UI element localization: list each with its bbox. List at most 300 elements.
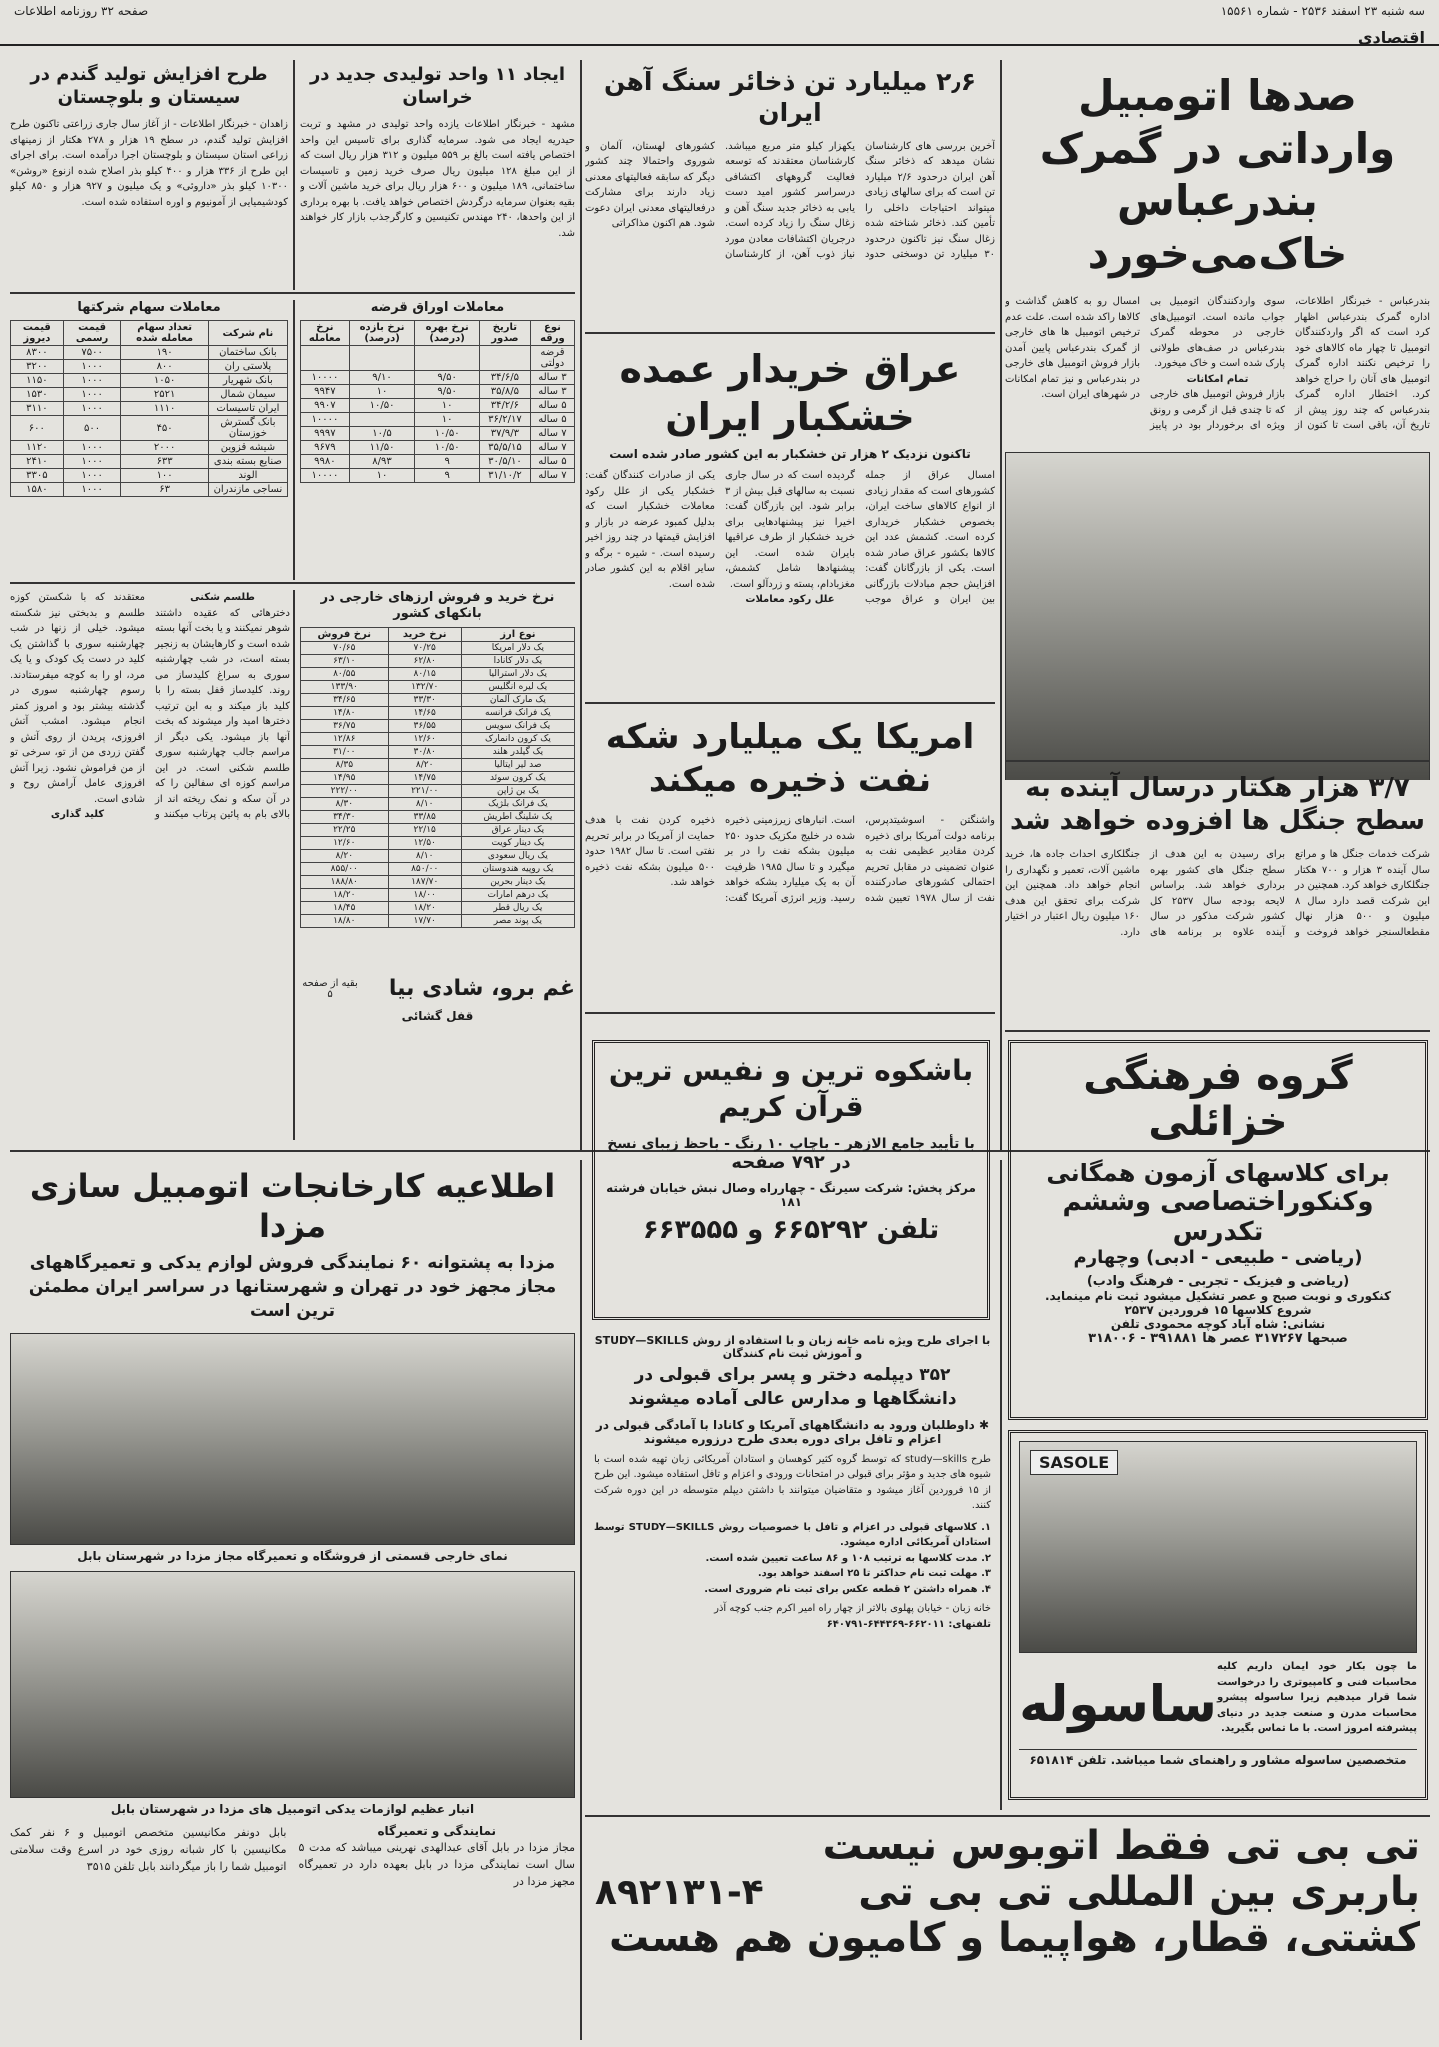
table-cell: یک لیره انگلیس xyxy=(461,680,574,693)
table-cell: ۷ ساله xyxy=(530,469,574,483)
table-row xyxy=(301,413,575,427)
table-cell: ۹/۱۰ xyxy=(349,371,415,385)
column-rule xyxy=(293,60,295,290)
fx-title: نرخ خرید و فروش ارزهای خارجی در بانکهای کشور xyxy=(320,590,555,622)
table-cell: ۱۵۸۰ xyxy=(11,483,64,497)
study-address: خانه زبان - خیابان پهلوی بالاتر از چهار راه امیر اکرم جنب کوچه آذر xyxy=(714,1603,991,1615)
section-rule xyxy=(10,582,575,584)
tbt-line1: تی بی تی فقط اتوبوس نیست xyxy=(822,1823,1420,1869)
table-cell: یک گیلدر هلند xyxy=(461,745,574,758)
table-cell: ۱۰۰۰۰ xyxy=(301,413,350,427)
column-header: قیمت دیروز xyxy=(11,321,64,346)
table-cell: ۳۰/۸۰ xyxy=(388,745,461,758)
table-cell: ۳۲۰۰ xyxy=(11,360,64,374)
table-cell: یک مارک آلمان xyxy=(461,693,574,706)
table-cell xyxy=(479,346,530,371)
section-rule xyxy=(1005,760,1430,762)
table-row xyxy=(301,771,575,784)
table-cell: ۲۲/۱۵ xyxy=(388,823,461,836)
table-cell: ۱۸/۲۰ xyxy=(301,888,389,901)
table-cell: سیمان شمال xyxy=(208,388,287,402)
iraq-headline: عراق خریدار عمده خشکبار ایران xyxy=(619,347,961,439)
table-cell: ۲۲۱/۰۰ xyxy=(388,784,461,797)
table-row xyxy=(301,469,575,483)
table-cell: ۹۹۹۷ xyxy=(301,427,350,441)
mazda-caption-1: نمای خارجی قسمتی از فروشگاه و تعمیرگاه مجاز مزدا در شهرستان بابل xyxy=(77,1549,508,1564)
sasole-footer: متخصصین ساسوله مشاور و راهنمای شما میباشد. تلفن ۶۵۱۸۱۴ xyxy=(1019,1749,1417,1767)
column-header: تعداد سهام معامله شده xyxy=(121,321,208,346)
column-header: نوع ارز xyxy=(461,627,574,641)
study-item: ۳. مهلت ثبت نام حداکثر تا ۲۵ اسفند خواهد بود. xyxy=(757,1568,991,1580)
table-cell: ۳۱۱۰ xyxy=(11,402,64,416)
ghamboro-text: دخترهائی که عقیده داشتند شوهر نمیکنند و یا بخت آنها بسته شده است و کارهایشان به زنجیر بسته است، در شب چهارشنبه سوری به سراغ کلیدساز می روند. کلیدساز قفل بسته را با کلید باز میکند و به این ترتیب دخترها امید وار میشوند که بخت آنها باز میشود. یکی دیگر از مراسم جالب چهارشنبه سوری طلسم شکنی است. در این مراسم کوزه ای سفالین را که در آن سکه و نمک ریخته اند از بالای بام به پائین پرتاب میکنند و معتقدند که با شکستن کوزه طلسم و بدبختی نیز شکسته میشود. خیلی از زنها در شب چهارشنبه سوری با گذاشتن یک کلید در دست یک کودک و یا یک مرد، او را به کوچه میفرستادند. رسوم چهارشنبه سوری در گذشته بیشتر بود و امروز کمتر انجام میشود. امشب آتش افروزی، پریدن از روی آتش و گفتن زردی من از تو، سرخی تو از من فراموش نشود. زیرا آتش افروزی عامل آرامش روح و شادی است. xyxy=(10,592,290,820)
column-header: نرخ بهره (درصد) xyxy=(415,321,480,346)
study-body: طرح study—skills که توسط گروه کثیر کوهسان و استادان آمریکائی زبان تهیه شده است با شیوه های جدید و مؤثر برای قبولی در امتحانات ورودی و اعزام و تافل استفاده میشود. این طرح از ۱۵ فروردین آغاز میشود و متقاضیان میتوانند با داشتن دیپلم متوسطه در این دوره شرکت کنند. xyxy=(594,1453,991,1512)
ghamboro-subhead3: قفل گشائی xyxy=(401,1008,474,1023)
table-cell: ۸/۱۰ xyxy=(388,849,461,862)
mazda-subheadline: مزدا به پشتوانه ۶۰ نمایندگی فروش لوازم یدکی و تعمیرگاههای مجاز مجهز خود در تهران و شهرستانها در سراسر ایران مطمئن ترین است xyxy=(28,1253,557,1321)
sasole-body: ما چون بکار خود ایمان داریم کلیه محاسبات فنی و کامپیوتری را درخواست شما قرار میدهیم زیرا ساسوله پیشرو محاسبات مدرن و صنعت جدید در دنیای پیشرفته امروز است. با ما تماس بگیرید. xyxy=(1217,1661,1417,1734)
khazali-line4: (ریاضی و فیزیک - تجربی - فرهنگ وادب) xyxy=(1086,1274,1350,1289)
fx-section xyxy=(300,590,575,970)
table-cell: ۳۶/۷۵ xyxy=(301,719,389,732)
study-headline: ۳۵۲ دیپلمه دختر و پسر برای قبولی در دانشگاهها و مدارس عالی آماده میشوند xyxy=(628,1365,957,1409)
iraq-subheadline: تاکنون نزدیک ۲ هزار تن خشکبار به این کشور صادر شده است xyxy=(609,447,971,461)
table-cell: ۷ ساله xyxy=(530,441,574,455)
study-item: ۴. همراه داشتن ۲ قطعه عکس برای ثبت نام ضروری است. xyxy=(704,1583,991,1595)
table-cell: ۸/۳۵ xyxy=(301,758,389,771)
table-cell: ۱۰ xyxy=(415,399,480,413)
mazda-left-text: بابل دونفر مکانیسین متخصص اتومبیل و ۶ نفر کمک مکانیسین با کار شبانه روزی خود در اسرع وقت سلامتی اتومبیل شما را باز میگردانند بابل تلفن ۳۵۱۵ xyxy=(10,1826,287,1874)
table-row xyxy=(301,667,575,680)
table-cell: ۱۱۱۰ xyxy=(121,402,208,416)
table-cell: ۳۶/۵۵ xyxy=(388,719,461,732)
table-cell: ۸۰/۱۵ xyxy=(388,667,461,680)
table-cell: ۶۳/۱۰ xyxy=(301,654,389,667)
study-item: ۲. مدت کلاسها به ترتیب ۱۰۸ و ۸۶ ساعت تعیین شده است. xyxy=(705,1552,991,1564)
table-cell: ۷ ساله xyxy=(530,427,574,441)
customs-text-2: بازار فروش اتومبیل های خارجی که تا چندی قبل از گرمی و رونق ویژه ای برخوردار بود در پاییز امسال رو به کاهش گذاشت و کالاها راکد شده است. علت عدم ترخیص اتومبیل ها های خارجی از گمرک بندرعباس پایین آمدن بازار فروش اتومبیل های خارجی در بندرعباس و نیز تمام امکانات در شهرهای ایران است. xyxy=(1005,296,1285,431)
oil-body: واشنگتن - اسوشیتدپرس، برنامه دولت آمریکا برای ذخیره کردن مقادیر عظیمی نفت به عنوان تضمینی در مقابل تحریم احتمالی کشورهای صادرکننده نفت از سال ۱۹۷۸ تعیین شده است. انبارهای زیرزمینی ذخیره شده در خلیج مکزیک حدود ۲۵۰ میلیون بشکه نفت را در بر میگیرد و تا سال ۱۹۸۵ ظرفیت آن به یک میلیارد بشکه خواهد رسید. وزیر انرژی آمریکا گفت: ذخیره کردن نفت با هدف حمایت از آمریکا در برابر تحریم نفتی است. تا سال ۱۹۸۲ حدود ۵۰۰ میلیون بشکه نفت ذخیره خواهد شد. xyxy=(585,815,995,904)
table-cell: یک دلار کانادا xyxy=(461,654,574,667)
table-cell: ۹۹۸۰ xyxy=(301,455,350,469)
iraq-text: امسال عراق از جمله کشورهای است که مقدار زیادی از انواع کالاهای ساخت ایران، بخصوص خشکبار خریداری کرده است. کشمش عدد این کالاها بکشور عراق صادر شده است. یکی از بازرگانان گفت: افزایش حجم مبادلات بازرگانی بین ایران و عراق موجب گردیده است که در سال جاری نسبت به سالهای قبل بیش از ۳ برابر شود. این بازرگان گفت: اخیرا نیز پیشنهادهایی برای خرید خشکبار از طرف عراقیها بایران شده است. این پیشنهادها شامل کشمش، مغزبادام، پسته و زردآلو است. xyxy=(725,470,995,605)
table-cell: ۳۳۰۵ xyxy=(11,469,64,483)
table-cell: ۸۵۵/۰۰ xyxy=(301,862,389,875)
table-cell: ۶۰۰ xyxy=(11,416,64,441)
table-row xyxy=(301,914,575,927)
table-row xyxy=(301,371,575,385)
table-row xyxy=(301,758,575,771)
table-cell: ۲۵۲۱ xyxy=(121,388,208,402)
khorasan-article xyxy=(300,60,575,290)
mazda-right-text: مجاز مزدا در بابل آقای عبدالهدی نهرینی میباشد که مدت ۵ سال است نمایندگی مزدا در بابل بعهده دارد در تعمیرگاه مجهز مزدا در xyxy=(298,1841,575,1889)
table-header-row xyxy=(301,627,575,641)
table-cell: ۲۲۲/۰۰ xyxy=(301,784,389,797)
table-cell: ۱۰/۵ xyxy=(349,427,415,441)
customs-headline: صدها اتومبیل وارداتی در گمرک بندرعباس خاک‌می‌خورد xyxy=(1039,71,1396,278)
table-row xyxy=(301,399,575,413)
table-cell: یک دلار امریکا xyxy=(461,641,574,654)
ghamboro-body xyxy=(10,590,290,1120)
tbt-phone: ۸۹۲۱۳۱-۴ xyxy=(595,1871,764,1913)
table-cell: ۱۰ xyxy=(415,413,480,427)
oil-headline: امریکا یک میلیارد شکه نفت ذخیره میکند xyxy=(605,717,975,800)
table-cell: ۱۵۳۰ xyxy=(11,388,64,402)
table-cell: ۳۷/۹/۳ xyxy=(479,427,530,441)
table-cell: ۳۴/۳۰ xyxy=(301,810,389,823)
quran-phone: تلفن ۶۶۵۲۹۲ و ۶۶۳۵۵۵ xyxy=(642,1214,940,1245)
column-header: قیمت رسمی xyxy=(63,321,121,346)
table-cell: ۶۳۳ xyxy=(121,455,208,469)
table-row xyxy=(301,641,575,654)
table-cell: یک دینار عراق xyxy=(461,823,574,836)
table-cell: ۱۸/۸۰ xyxy=(301,914,389,927)
table-cell: ۱۰/۵۰ xyxy=(415,427,480,441)
table-cell: ۵۰۰ xyxy=(63,416,121,441)
mazda-storefront-photo xyxy=(10,1333,575,1545)
table-cell: ۱۸/۲۰ xyxy=(388,901,461,914)
column-header: نرخ فروش xyxy=(301,627,389,641)
iron-body: آخرین بررسی های کارشناسان نشان میدهد که ذخائر سنگ آهن ایران درحدود ۲/۶ میلیارد تن است که برای سالهای زیادی میتواند احتیاجات داخلی را تأمین کند. ذخائر شناخته شده زغال سنگ نیز تاکنون درحدود ۳۰ میلیارد تن دوسختی حدود یکهزار کیلو متر مربع میباشد. کارشناسان معتقدند که توسعه فعالیت گروههای اکتشافی درسراسر کشور امید دست یابی به ذخائر جدید سنگ آهن و زغال سنگ را زیاد کرده است. درجریان اکتشافات معادن مورد نیاز ذوب آهن، از کارشناسان کشورهای لهستان، آلمان و شوروی واحتمالا چند کشور دیگر که سابقه فعالیتهای معدنی زیاد دارند برای مشارکت درفعالیتهای معدنی ایران دعوت شود. هم اکنون مذاکراتی xyxy=(585,140,995,260)
table-header-row xyxy=(11,321,288,346)
sasole-logo: SASOLE xyxy=(1030,1450,1118,1475)
column-header: نرخ بازده (درصد) xyxy=(349,321,415,346)
table-cell: یک ریال سعودی xyxy=(461,849,574,862)
table-cell: ۳۱/۰۰ xyxy=(301,745,389,758)
table-row xyxy=(11,416,288,441)
table-cell: ۱۰۰۰۰ xyxy=(301,469,350,483)
table-cell xyxy=(349,413,415,427)
table-cell: ۱۰۰۰ xyxy=(63,374,121,388)
table-cell: ۱۰ xyxy=(349,385,415,399)
table-row xyxy=(11,483,288,497)
khazali-line6: شروع کلاسها ۱۵ فروردین ۲۵۳۷ xyxy=(1124,1303,1312,1317)
table-cell: یک دلار استرالیا xyxy=(461,667,574,680)
table-row xyxy=(301,810,575,823)
tbt-ad xyxy=(585,1815,1430,2040)
table-cell: ۹۶۷۹ xyxy=(301,441,350,455)
tbt-line2: باربری بین المللی تی بی تی xyxy=(858,1869,1420,1915)
table-cell: بانک گسترش خوزستان xyxy=(208,416,287,441)
table-cell: ۱۱۵۰ xyxy=(11,374,64,388)
shares-title: معاملات سهام شرکتها xyxy=(77,300,221,315)
table-cell: ۱۰۰۰ xyxy=(63,402,121,416)
table-row xyxy=(11,374,288,388)
forest-article xyxy=(1005,768,1430,1028)
table-cell: ۱۹۰ xyxy=(121,346,208,360)
table-cell: ۸۵۰/۰۰ xyxy=(388,862,461,875)
table-row xyxy=(11,469,288,483)
table-cell: ۷۵۰۰ xyxy=(63,346,121,360)
customs-body xyxy=(1005,294,1430,444)
study-item: ۱. کلاسهای قبولی در اعزام و تافل با خصوصیات روش STUDY—SKILLS توسط استادان آمریکائی اداره میشود. xyxy=(594,1521,991,1549)
customs-photo xyxy=(1005,452,1430,780)
khazali-line3: (ریاضی - طبیعی - ادبی) وچهارم xyxy=(1073,1247,1363,1268)
table-cell: ۸/۳۰ xyxy=(301,797,389,810)
table-cell: ۱۸۷/۷۰ xyxy=(388,875,461,888)
ghamboro-headline: غم برو، شادی بیا xyxy=(388,976,575,1001)
sasole-name: ساسوله xyxy=(1019,1675,1217,1733)
column-rule xyxy=(580,60,582,1150)
table-cell: نساجی مازندران xyxy=(208,483,287,497)
iraq-subhead: علل رکود معاملات xyxy=(745,594,835,605)
ghamboro-note: بقیه از صفحه ۵ xyxy=(302,977,358,1000)
table-cell: ۸۰۰ xyxy=(121,360,208,374)
mazda-ad xyxy=(10,1160,575,2040)
iraq-body xyxy=(585,468,995,668)
bonds-table xyxy=(300,320,575,483)
table-cell: ۳۵/۵/۱۵ xyxy=(479,441,530,455)
table-cell: ۱۰۰۰ xyxy=(63,360,121,374)
mazda-caption-2: انبار عظیم لوازمات یدکی اتومبیل های مزدا در شهرستان بابل xyxy=(110,1802,475,1817)
customs-text: بندرعباس - خبرنگار اطلاعات، اداره گمرک بندرعباس اظهار کرد است که اگر واردکنندگان اتومبیل تا چهار ماه کالاهای خود را ترخیص نکنند اداره گمرک اتومبیل های آنان را حراج خواهد کرد. اختطار اداره گمرک بندرعباس که چند روز پیش از تاریخ آن، باقی است تا کنون از سوی واردکنندگان اتومبیل بی جواب مانده است. اتومبیل‌های خارجی در محوطه گمرک بندرعباس در صف‌های طولانی پارک شده است و خاک میخورد. xyxy=(1150,296,1430,431)
iron-article xyxy=(585,60,995,330)
wheat-article xyxy=(10,60,288,290)
table-cell: ۱۸۸/۸۰ xyxy=(301,875,389,888)
column-header: نوع ورقه xyxy=(530,321,574,346)
section-rule xyxy=(585,332,995,334)
table-cell: ۳۰/۵/۱۰ xyxy=(479,455,530,469)
table-cell: ۸/۹۳ xyxy=(349,455,415,469)
table-cell: قرضه دولتی xyxy=(530,346,574,371)
table-cell: ۱۴/۷۵ xyxy=(388,771,461,784)
table-cell: یک دینار کویت xyxy=(461,836,574,849)
table-cell: ۱۰۰۰ xyxy=(63,483,121,497)
table-row xyxy=(301,784,575,797)
study-bullet: داوطلبان ورود به دانشگاههای آمریکا و کانادا با آمادگی قبولی در اعزام و تافل برای دوره بعدی طرح درزوره میشوند xyxy=(595,1417,975,1446)
section-rule xyxy=(585,1012,995,1014)
ghamboro-subhead: کلید گذاری xyxy=(50,809,105,820)
table-row xyxy=(301,797,575,810)
table-cell: ۱۴/۸۰ xyxy=(301,706,389,719)
table-cell: ۸۰/۵۵ xyxy=(301,667,389,680)
table-row xyxy=(11,360,288,374)
table-cell: الوند xyxy=(208,469,287,483)
column-header: نرخ معامله xyxy=(301,321,350,346)
column-header: تاریخ صدور xyxy=(479,321,530,346)
table-row xyxy=(301,706,575,719)
table-row xyxy=(301,346,575,371)
table-cell: ۱۰۰ xyxy=(121,469,208,483)
table-row xyxy=(301,745,575,758)
table-cell: ۸/۲۰ xyxy=(301,849,389,862)
section-rule xyxy=(10,292,575,294)
table-row xyxy=(301,654,575,667)
table-cell: صنایع بسته بندی xyxy=(208,455,287,469)
table-cell: ۱۰۵۰ xyxy=(121,374,208,388)
table-cell: ۹/۵۰ xyxy=(415,385,480,399)
table-row xyxy=(301,849,575,862)
table-row xyxy=(301,732,575,745)
khazali-title: گروه فرهنگی خزائلی xyxy=(1083,1053,1353,1145)
table-cell: ۱۰۰۰ xyxy=(63,388,121,402)
table-row xyxy=(301,901,575,914)
oil-article xyxy=(585,710,995,1010)
ghamboro-head xyxy=(300,975,575,1140)
khorasan-headline: ایجاد ۱۱ واحد تولیدی جدید در خراسان xyxy=(309,64,566,108)
table-row xyxy=(301,385,575,399)
table-row xyxy=(301,888,575,901)
table-cell: ۱۷/۷۰ xyxy=(388,914,461,927)
table-cell: یک روپیه هندوستان xyxy=(461,862,574,875)
table-cell: ۲۰۰۰ xyxy=(121,441,208,455)
page-info: صفحه ۳۲ روزنامه اطلاعات xyxy=(14,4,149,18)
iron-headline: ۲٫۶ میلیارد تن ذخائر سنگ آهن ایران xyxy=(604,67,976,128)
table-row xyxy=(11,388,288,402)
sasole-photo xyxy=(1019,1441,1417,1653)
table-cell: ۹ xyxy=(415,455,480,469)
sasole-ad xyxy=(1008,1430,1428,1800)
table-row xyxy=(301,823,575,836)
table-cell: ۳۳/۸۵ xyxy=(388,810,461,823)
table-cell: ۱۰۰۰۰ xyxy=(301,371,350,385)
bonds-title: معاملات اوراق قرضه xyxy=(370,300,505,315)
khazali-line7: نشانی: شاه آباد کوچه محمودی تلفن xyxy=(1110,1317,1326,1331)
table-cell: بانک شهریار xyxy=(208,374,287,388)
ghamboro-article xyxy=(10,590,290,1140)
table-cell: ۵ ساله xyxy=(530,399,574,413)
table-row xyxy=(11,402,288,416)
column-rule xyxy=(1000,60,1002,1150)
bonds-section xyxy=(300,300,575,560)
khazali-line1: برای کلاسهای آزمون همگانی xyxy=(1046,1159,1390,1187)
table-cell xyxy=(415,346,480,371)
tbt-line3: کشتی، قطار، هواپیما و کامیون هم هست xyxy=(609,1915,1420,1961)
iraq-article xyxy=(585,340,995,700)
table-cell: ۱۴/۶۵ xyxy=(388,706,461,719)
table-cell: ۶۲/۸۰ xyxy=(388,654,461,667)
table-row xyxy=(11,346,288,360)
table-cell: ۳۶/۲/۱۷ xyxy=(479,413,530,427)
table-row xyxy=(301,836,575,849)
forest-body: شرکت خدمات جنگل ها و مراتع سال آینده ۳ هزار و ۷۰۰ هکتار جنگلکاری خواهد کرد. همچنین در این شرکت قصد دارد سال ۸ میلیون و ۵۰۰ هزار نهال مقطعالسنجر خواهد فروخت و برای رسیدن به این هدف از سطح جنگل های کشور بهره برداری خواهد شد. براساس لایحه بودجه سال ۲۵۳۷ کل کشور شرکت مذکور در سال آینده علاوه بر برنامه های جنگلکاری احداث جاده ها، خرید ماشین آلات، تعمیر و نگهداری را انجام خواهد داد. همچنین این شرکت برای تحقق این هدف ۱۶۰ میلیون ریال اعتبار در اختیار دارد. xyxy=(1005,849,1430,938)
table-cell: ۱۰۰۰ xyxy=(63,441,121,455)
study-ad xyxy=(590,1330,995,1800)
shares-table xyxy=(10,320,288,497)
table-row xyxy=(11,455,288,469)
table-cell: صد لیر ایتالیا xyxy=(461,758,574,771)
table-cell: ۹ xyxy=(415,469,480,483)
customs-article xyxy=(1005,60,1430,780)
table-cell: ۵ ساله xyxy=(530,413,574,427)
table-cell: یک فرانک فرانسه xyxy=(461,706,574,719)
table-cell: ۳۴/۶/۵ xyxy=(479,371,530,385)
table-cell: ۸/۲۰ xyxy=(388,758,461,771)
column-rule xyxy=(580,1160,582,2040)
quran-line4: مرکز پخش: شرکت سیرنگ - چهارراه وصال نبش خیابان فرشته ۱۸۱ xyxy=(606,1180,976,1209)
shares-section xyxy=(10,300,288,560)
column-header: نام شرکت xyxy=(208,321,287,346)
table-cell: ۱۰/۵۰ xyxy=(349,399,415,413)
table-cell: ۱۳۳/۹۰ xyxy=(301,680,389,693)
table-row xyxy=(301,693,575,706)
table-cell: ۹۹۰۷ xyxy=(301,399,350,413)
table-cell: یک شلینگ اطریش xyxy=(461,810,574,823)
asterisk-icon: ✱ xyxy=(974,1417,990,1432)
wheat-headline: طرح افزایش تولید گندم در سیستان و بلوچستان xyxy=(30,64,268,108)
table-cell: ۱۲/۶۰ xyxy=(388,732,461,745)
table-cell: ۹/۵۰ xyxy=(415,371,480,385)
table-cell: یک دینار بحرین xyxy=(461,875,574,888)
section-rule xyxy=(1005,1030,1430,1032)
table-cell: ۱۳۲/۷۰ xyxy=(388,680,461,693)
mazda-warehouse-photo xyxy=(10,1571,575,1798)
customs-subhead: تمام امکانات xyxy=(1186,373,1249,385)
table-cell: ۳۵/۸/۵ xyxy=(479,385,530,399)
column-rule xyxy=(1000,1160,1002,1810)
table-cell: یک کرون سوئد xyxy=(461,771,574,784)
study-phones: تلفنهای: ۶۶۲۰۱۱-۶۴۴۳۶۹-۶۴۰۷۹۱ xyxy=(826,1618,991,1630)
table-cell: یک کرون دانمارک xyxy=(461,732,574,745)
quran-ad xyxy=(592,1040,990,1320)
table-cell: ۷۰/۲۵ xyxy=(388,641,461,654)
table-row xyxy=(301,875,575,888)
issue-info: سه شنبه ۲۳ اسفند ۲۵۳۶ - شماره ۱۵۵۶۱ xyxy=(1220,4,1425,18)
table-row xyxy=(301,455,575,469)
table-cell: ۱۲/۵۰ xyxy=(388,836,461,849)
table-cell: ۹۹۴۷ xyxy=(301,385,350,399)
table-cell: یک فرانک سویس xyxy=(461,719,574,732)
table-cell: یک ین ژاپن xyxy=(461,784,574,797)
table-cell xyxy=(349,346,415,371)
table-cell: پلاستی ران xyxy=(208,360,287,374)
table-cell: ۲۲/۲۵ xyxy=(301,823,389,836)
table-cell xyxy=(301,346,350,371)
table-cell: بانک ساختمان xyxy=(208,346,287,360)
table-row xyxy=(11,441,288,455)
section-rule xyxy=(585,702,995,704)
table-cell: ۱۰۰۰ xyxy=(63,455,121,469)
table-cell: ۵ ساله xyxy=(530,455,574,469)
column-rule xyxy=(293,300,295,580)
table-cell: یک فرانک بلژیک xyxy=(461,797,574,810)
quran-line2: با تأیید جامع الازهر - باچاپ ۱۰ رنگ - باحظ زیبای نسخ xyxy=(607,1135,975,1152)
khorasan-body: مشهد - خبرنگار اطلاعات یازده واحد تولیدی در مشهد و تربت حیدریه ایجاد می شود. سرمایه گذاری برای تاسیس این واحد اختصاص یافته است بالغ بر ۵۵۹ میلیون و ۳۱۲ هزار ریال است که از این مبلغ ۱۲۸ میلیون ریال صرف خرید زمین و تاسیسات ساختمانی، ۱۸۹ میلیون و ۶۰۰ هزار ریال برای خرید ماشین آلات و بقیه بعنوان سرمایه درگردش اختصاص خواهد یافت. با بهره برداری از این واحدها، ۲۴۰ مهندس تکنیسین و کارگرجذب بازار کار خواهند شد. xyxy=(300,119,575,239)
khazali-ad xyxy=(1008,1040,1428,1420)
table-cell: ۱۰/۵۰ xyxy=(415,441,480,455)
table-cell: ۶۳ xyxy=(121,483,208,497)
table-cell: ۱۸/۰۰ xyxy=(388,888,461,901)
table-cell: ۳۳/۳۰ xyxy=(388,693,461,706)
table-header-row xyxy=(301,321,575,346)
table-cell: ۱۱/۵۰ xyxy=(349,441,415,455)
column-header: نرخ خرید xyxy=(388,627,461,641)
table-cell: ۷۰/۶۵ xyxy=(301,641,389,654)
table-row xyxy=(301,441,575,455)
khazali-line5: کنکوری و نوبت صبح و عصر تشکیل میشود ثبت نام مینماید. xyxy=(1044,1289,1392,1303)
khazali-line2: وکنکوراختصاصی وششم تکدرس xyxy=(1062,1187,1374,1247)
ghamboro-subhead: طلسم شکنی xyxy=(190,592,255,603)
table-cell: ۸۳۰۰ xyxy=(11,346,64,360)
table-cell: یک پوند مصر xyxy=(461,914,574,927)
mazda-right-head: نمایندگی و تعمیرگاه xyxy=(377,1824,497,1839)
table-cell: ۳ ساله xyxy=(530,385,574,399)
table-cell: ۳۴/۲/۶ xyxy=(479,399,530,413)
section-title: اقتصادی xyxy=(1357,28,1425,47)
table-cell: ۲۴۱۰ xyxy=(11,455,64,469)
table-cell: ۳ ساله xyxy=(530,371,574,385)
study-intro: با اجرای طرح ویژه نامه خانه زبان و با استفاده از روش STUDY—SKILLS و آموزش ثبت نام کنندگان xyxy=(594,1334,991,1360)
mazda-headline: اطلاعیه کارخانجات اتومبیل سازی مزدا xyxy=(29,1167,556,1245)
masthead xyxy=(0,0,1439,46)
table-cell: ۱۰ xyxy=(349,469,415,483)
table-cell: ۳۴/۶۵ xyxy=(301,693,389,706)
table-cell: ۱۲/۶۰ xyxy=(301,836,389,849)
table-cell: یک ریال قطر xyxy=(461,901,574,914)
khazali-phones: صبحها ۳۱۷۲۶۷ عصر ها ۳۹۱۸۸۱ - ۳۱۸۰۰۶ xyxy=(1088,1331,1348,1346)
table-cell: یک درهم امارات xyxy=(461,888,574,901)
